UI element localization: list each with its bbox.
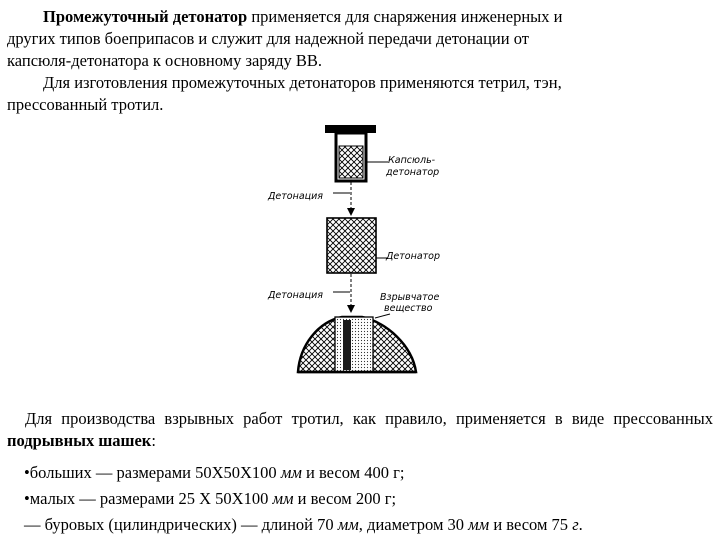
list-item-small	[24, 488, 396, 510]
intro-line2: других типов боеприпасов и служит для надежной передачи детонации от	[7, 29, 529, 48]
item1-unit: мм	[280, 463, 302, 482]
arrow-head-1	[347, 208, 355, 216]
bullet-1: •	[24, 463, 30, 482]
label-detonator: Детонатор	[386, 251, 441, 262]
intro-line1: применяется для снаряжения инженерных и	[247, 7, 563, 26]
item3-weight: и весом 75	[489, 515, 573, 534]
item1-weight: и весом 400 г;	[301, 463, 405, 482]
usage-lead: Для производства взрывных работ тротил, как правило, применяется в виде прессованных	[25, 409, 713, 428]
intro-line4: Для изготовления промежуточных детонаторов применяются тетрил, тэн,	[43, 73, 562, 92]
item2-weight: и весом 200 г;	[293, 489, 397, 508]
item3-diameter: , диаметром 30	[358, 515, 469, 534]
item3-unit2: мм	[468, 515, 490, 534]
item2-unit: мм	[272, 489, 294, 508]
item1-text: больших — размерами 50Х50Х100	[29, 463, 281, 482]
intro-line5: прессованный тротил.	[7, 95, 164, 114]
item3-unit3: г	[572, 515, 579, 534]
item2-text: малых — размерами 25 Х 50Х100	[29, 489, 273, 508]
label-capsule-2: детонатор	[386, 167, 440, 178]
list-item-drill	[24, 514, 583, 536]
intro-line3: капсюля-детонатора к основному заряду ВВ.	[7, 51, 323, 70]
intro-term: Промежуточный детонатор	[43, 7, 248, 26]
usage-term: подрывных шашек	[7, 431, 152, 450]
usage-colon: :	[151, 431, 156, 450]
list-item-large	[24, 462, 404, 484]
label-detonation-1: Детонация	[268, 191, 324, 202]
label-detonation-2: Детонация	[268, 290, 324, 301]
item3-unit: мм	[337, 515, 359, 534]
label-capsule-1: Капсюль-	[388, 155, 436, 166]
arrow-head-2	[347, 305, 355, 313]
capsule-detonator-figure	[325, 125, 388, 181]
usage-paragraph	[7, 408, 713, 452]
bullet-2: •	[24, 489, 30, 508]
item3-text: — буровых (цилиндрических) — длиной 70	[24, 515, 338, 534]
label-explosive-2: вещество	[384, 303, 433, 314]
main-charge-figure	[298, 314, 416, 372]
item3-end: .	[578, 515, 583, 534]
label-explosive-1: Взрывчатое	[380, 292, 440, 303]
intermediate-detonator-figure	[327, 218, 388, 273]
